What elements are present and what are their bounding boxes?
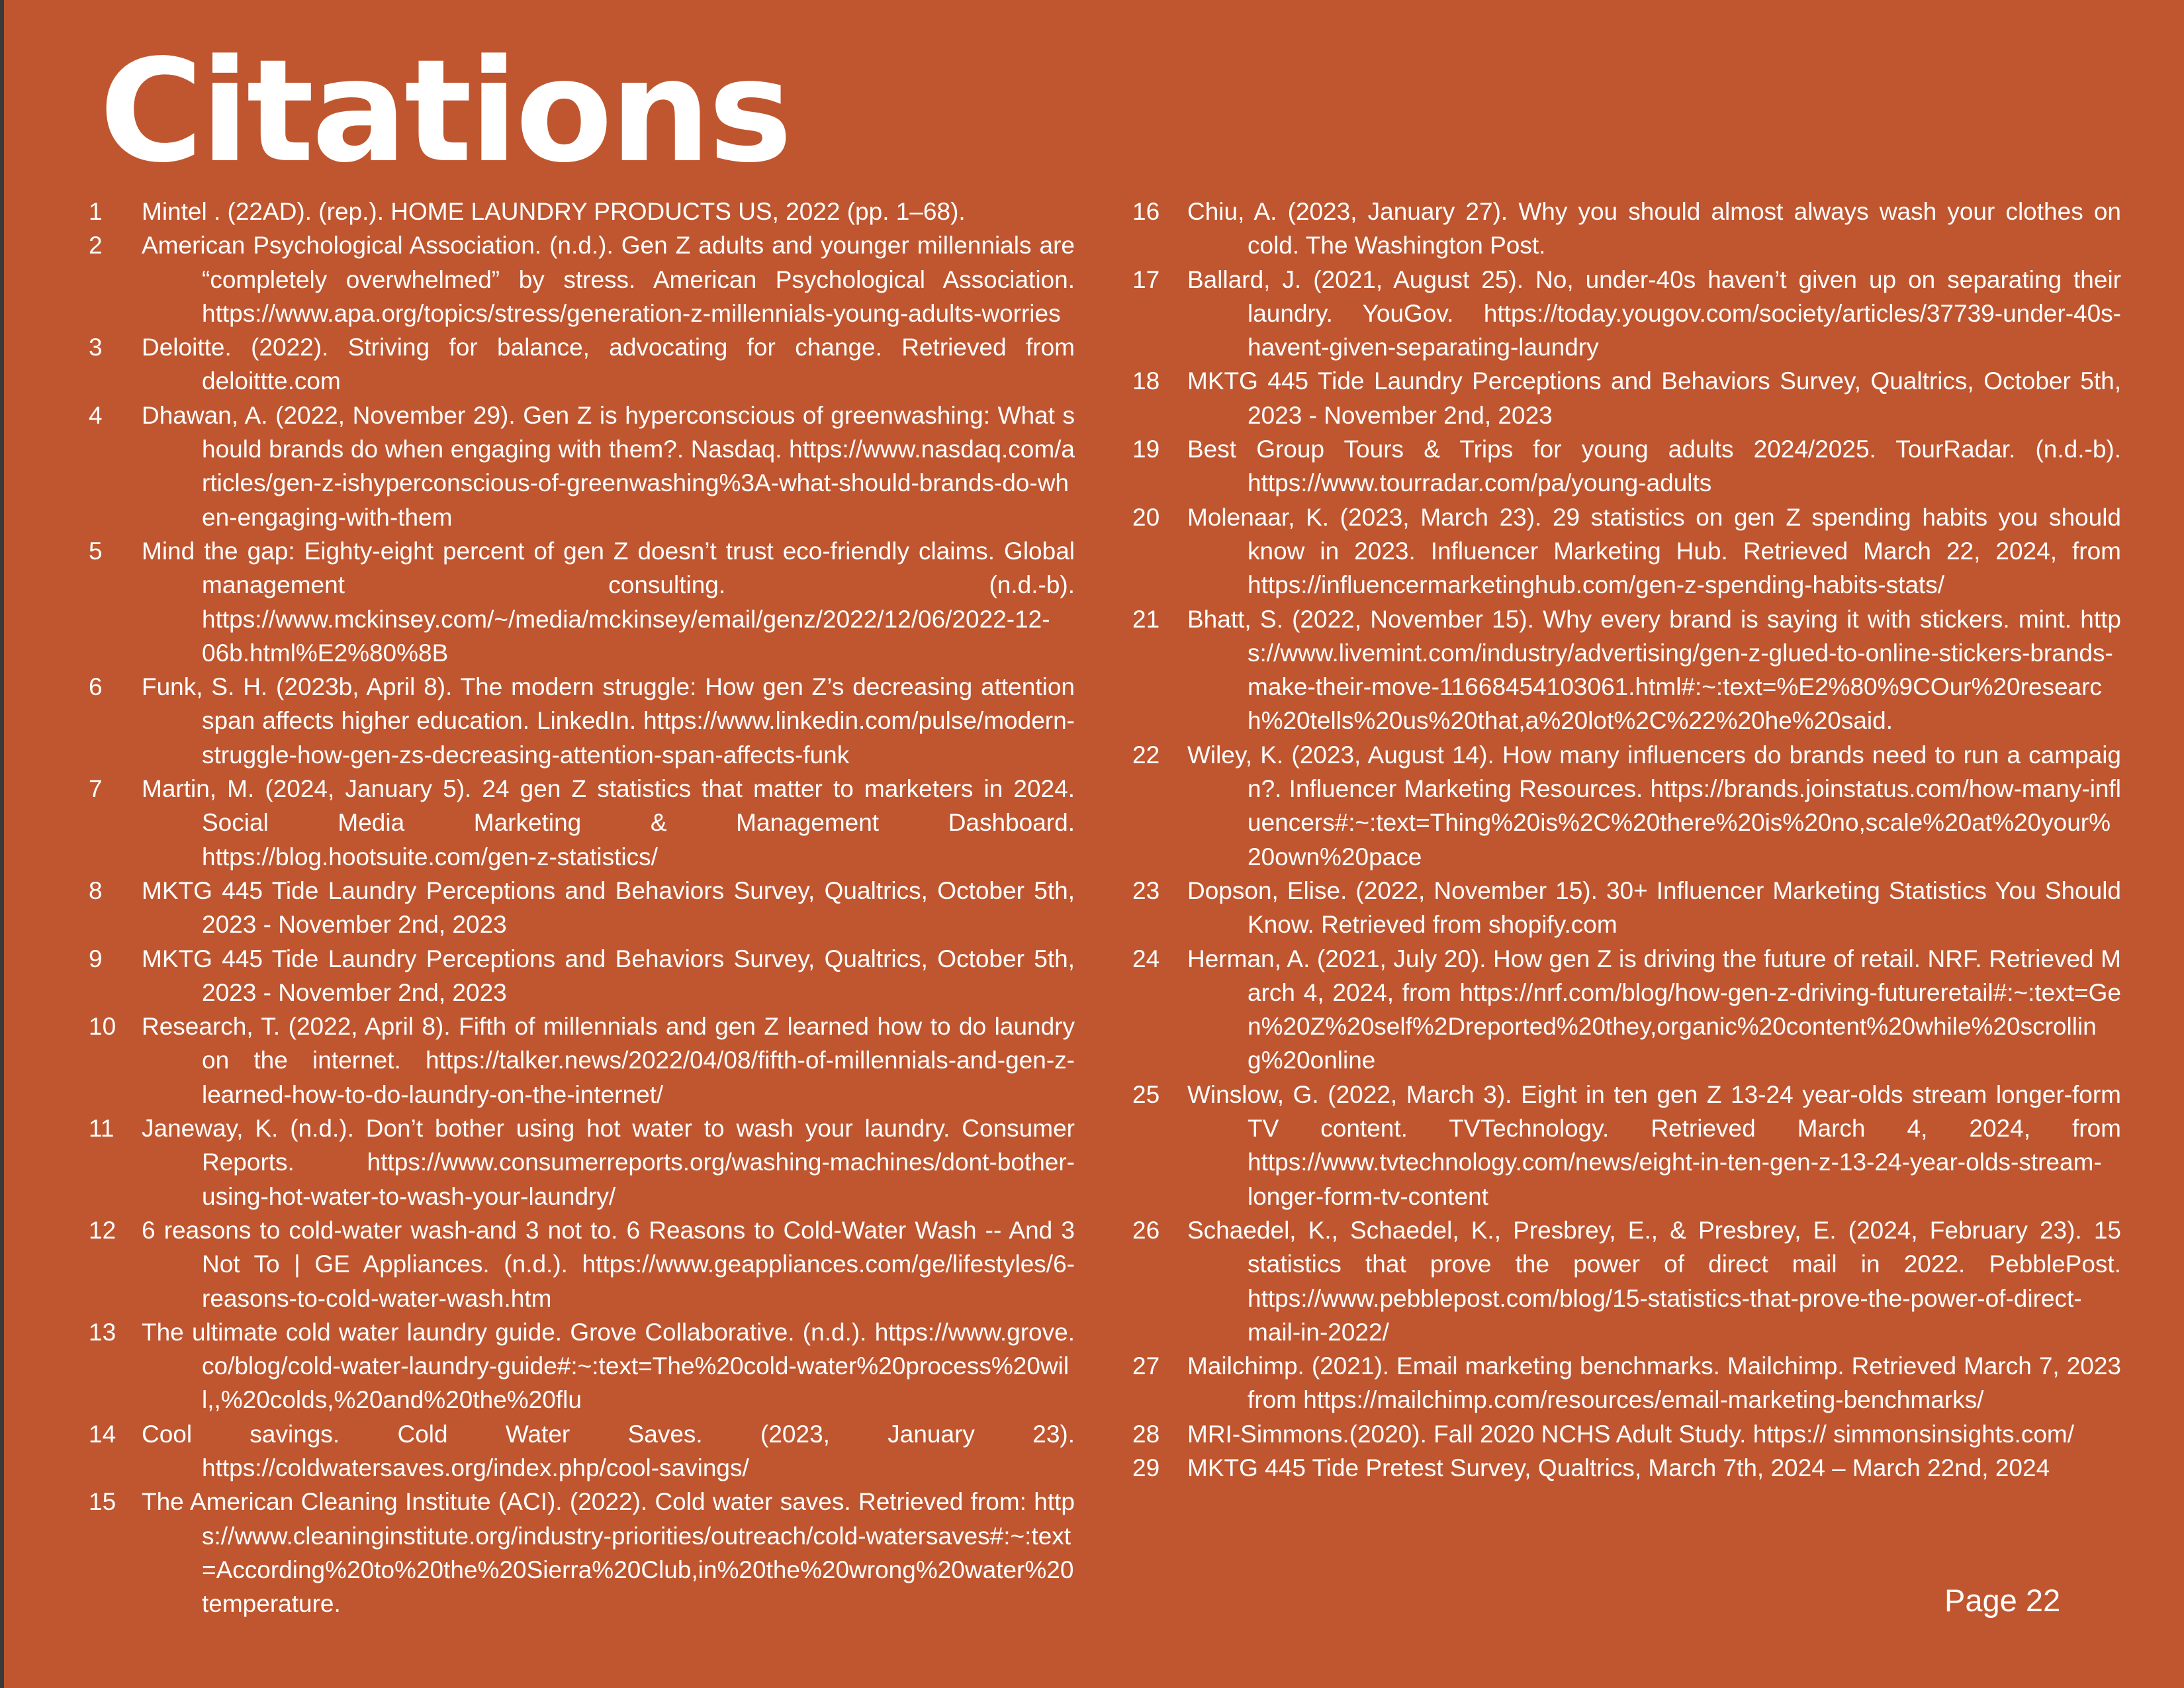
citation-number: 1 — [89, 198, 103, 225]
citation-text: Deloitte. (2022). Striving for balance, advocating for change. Retrieved from deloittte.com — [142, 334, 1075, 395]
citation-number: 6 — [89, 673, 103, 701]
citation-number: 19 — [1132, 436, 1160, 463]
citation-text: American Psychological Association. (n.d.). Gen Z adults and younger millennials are “completely overwhelmed” by stress. American Psychological Association. https://www.apa.org/topics/stress/generation-z-millennials-young-adults-worries — [142, 232, 1075, 327]
citation-number: 3 — [89, 334, 103, 361]
citation-12 — [0, 1213, 1085, 1315]
citation-8 — [0, 874, 1085, 942]
page-title: Citations — [99, 29, 790, 194]
citation-11 — [0, 1111, 1085, 1213]
citation-number: 23 — [1132, 876, 1160, 904]
citation-number: 16 — [1132, 198, 1160, 225]
citation-number: 29 — [1132, 1454, 1160, 1481]
citation-text: Martin, M. (2024, January 5). 24 gen Z statistics that matter to marketers in 2024. Social Media Marketing & Management Dashboard. https://blog.hootsuite.com/gen-z-statistics/ — [142, 775, 1075, 870]
citation-number: 25 — [1132, 1080, 1160, 1108]
citation-number: 8 — [89, 876, 103, 904]
citation-28 — [1125, 1417, 2138, 1451]
citation-16 — [1125, 195, 2138, 263]
citation-number: 21 — [1132, 605, 1160, 633]
citation-15 — [0, 1485, 1085, 1620]
citation-text: Mintel . (22AD). (rep.). HOME LAUNDRY PRODUCTS US, 2022 (pp. 1–68). — [142, 198, 966, 225]
citation-text: Janeway, K. (n.d.). Don’t bother using hot water to wash your laundry. Consumer Reports. https://www.consumerreports.org/washing-machines/dont-bother-using-hot-water-to-wash-your-laundry/ — [142, 1115, 1075, 1210]
citation-number: 13 — [89, 1318, 116, 1346]
citation-3 — [0, 330, 1085, 399]
citation-29 — [1125, 1451, 2138, 1485]
citation-13 — [0, 1315, 1085, 1417]
citation-text: MRI-Simmons.(2020). Fall 2020 NCHS Adult Study. https:// simmonsinsights.com/ — [1187, 1420, 2075, 1448]
citation-number: 27 — [1132, 1352, 1160, 1380]
citation-text: Schaedel, K., Schaedel, K., Presbrey, E., & Presbrey, E. (2024, February 23). 15 statistics that prove the power of direct mail in 2022. PebblePost. https://www.pebblepost.com/blog/15-statistics-that-prove-the-power-of-direct-mail-in-2022/ — [1187, 1216, 2121, 1346]
citation-number: 4 — [89, 401, 103, 429]
citation-text: Dhawan, A. (2022, November 29). Gen Z is hyperconscious of greenwashing: What should brands do when engaging with them?. Nasdaq. https://www.nasdaq.com/articles/gen-z-ishyperconscious-of-greenwashing%3A-what-should-brands-do-when-engaging-with-them — [142, 401, 1075, 531]
citation-text: Ballard, J. (2021, August 25). No, under-40s haven’t given up on separating their laundry. YouGov. https://today.yougov.com/society/articles/37739-under-40s-havent-given-separating-laundry — [1187, 265, 2121, 361]
citation-6 — [0, 670, 1085, 772]
citation-text: Research, T. (2022, April 8). Fifth of millennials and gen Z learned how to do laundry on the internet. https://talker.news/2022/04/08/fifth-of-millennials-and-gen-z-learned-how-to-do-laundry-on-the-internet/ — [142, 1013, 1075, 1108]
citation-text: MKTG 445 Tide Laundry Perceptions and Behaviors Survey, Qualtrics, October 5th, 2023 - November 2nd, 2023 — [142, 876, 1075, 939]
citation-14 — [0, 1417, 1085, 1485]
citation-2 — [0, 228, 1085, 330]
citation-text: Best Group Tours & Trips for young adults 2024/2025. TourRadar. (n.d.-b). https://www.tourradar.com/pa/young-adults — [1187, 436, 2121, 497]
citation-text: Cool savings. Cold Water Saves. (2023, January 23). https://coldwatersaves.org/index.php/cool-savings/ — [142, 1420, 1075, 1481]
citation-20 — [1125, 500, 2138, 602]
citation-text: MKTG 445 Tide Laundry Perceptions and Behaviors Survey, Qualtrics, October 5th, 2023 - November 2nd, 2023 — [142, 945, 1075, 1006]
citation-1 — [0, 195, 1085, 228]
citation-text: Mind the gap: Eighty-eight percent of gen Z doesn’t trust eco-friendly claims. Global management consulting. (n.d.-b). https://www.mckinsey.com/~/media/mckinsey/email/genz/2022/12/06/2022-12-06b.html%E2%80%8B — [142, 537, 1075, 667]
citation-7 — [0, 772, 1085, 874]
citation-text: Wiley, K. (2023, August 14). How many influencers do brands need to run a campaign?. Influencer Marketing Resources. https://brands.joinstatus.com/how-many-influencers#:~:text=Thing%20is%2C%20there%20is%20no,scale%20at%20your%20own%20pace — [1187, 741, 2121, 870]
citation-17 — [1125, 263, 2138, 365]
citation-9 — [0, 942, 1085, 1010]
citation-text: Chiu, A. (2023, January 27). Why you should almost always wash your clothes on cold. The Washington Post. — [1187, 198, 2121, 259]
citations-column-right — [1125, 195, 2138, 1485]
citation-text: Bhatt, S. (2022, November 15). Why every brand is saying it with stickers. mint. https://www.livemint.com/industry/advertising/gen-z-glued-to-online-stickers-brands-make-their-move-11668454103061.html#:~:text=%E2%80%9COur%20research%20tells%20us%20that,a%20lot%2C%22%20he%20said. — [1187, 605, 2121, 735]
citation-number: 20 — [1132, 503, 1160, 531]
citation-number: 15 — [89, 1488, 116, 1516]
citation-number: 7 — [89, 775, 103, 803]
citation-text: MKTG 445 Tide Pretest Survey, Qualtrics, March 7th, 2024 – March 22nd, 2024 — [1187, 1454, 2050, 1481]
citation-22 — [1125, 738, 2138, 874]
citation-text: MKTG 445 Tide Laundry Perceptions and Behaviors Survey, Qualtrics, October 5th, 2023 - November 2nd, 2023 — [1187, 367, 2121, 429]
citation-23 — [1125, 874, 2138, 942]
citation-21 — [1125, 602, 2138, 738]
citation-text: Herman, A. (2021, July 20). How gen Z is driving the future of retail. NRF. Retrieved March 4, 2024, from https://nrf.com/blog/how-gen-z-driving-futureretail#:~:text=Gen%20Z%20self%2Dreported%20they,organic%20content%20while%20scrolling%20online — [1187, 945, 2121, 1074]
citation-number: 9 — [89, 945, 103, 972]
citation-5 — [0, 534, 1085, 670]
citation-text: Mailchimp. (2021). Email marketing benchmarks. Mailchimp. Retrieved March 7, 2023 from https://mailchimp.com/resources/email-marketing-benchmarks/ — [1187, 1352, 2121, 1414]
citations-column-left — [0, 195, 1085, 1620]
citation-4 — [0, 399, 1085, 534]
citation-number: 22 — [1132, 741, 1160, 769]
citation-18 — [1125, 364, 2138, 432]
citation-number: 17 — [1132, 265, 1160, 293]
citation-19 — [1125, 432, 2138, 500]
citation-25 — [1125, 1078, 2138, 1213]
citation-number: 14 — [89, 1420, 116, 1448]
citation-24 — [1125, 942, 2138, 1078]
citation-text: Winslow, G. (2022, March 3). Eight in ten gen Z 13-24 year-olds stream longer-form TV content. TVTechnology. Retrieved March 4, 2024, from https://www.tvtechnology.com/news/eight-in-ten-gen-z-13-24-year-olds-stream-longer-form-tv-content — [1187, 1080, 2121, 1210]
page-number: Page 22 — [1944, 1583, 2061, 1618]
citation-number: 5 — [89, 537, 103, 565]
citation-27 — [1125, 1349, 2138, 1417]
citation-text: 6 reasons to cold-water wash-and 3 not to. 6 Reasons to Cold-Water Wash -- And 3 Not To | GE Appliances. (n.d.). https://www.geappliances.com/ge/lifestyles/6-reasons-to-cold-water-wash.htm — [142, 1216, 1075, 1312]
citation-text: Funk, S. H. (2023b, April 8). The modern struggle: How gen Z’s decreasing attention span affects higher education. LinkedIn. https://www.linkedin.com/pulse/modern-struggle-how-gen-zs-decreasing-attention-span-affects-funk — [142, 673, 1075, 769]
citation-text: Dopson, Elise. (2022, November 15). 30+ Influencer Marketing Statistics You Should Know. Retrieved from shopify.com — [1187, 876, 2121, 939]
citation-number: 2 — [89, 232, 103, 259]
citation-number: 24 — [1132, 945, 1160, 972]
citation-number: 12 — [89, 1216, 116, 1244]
citation-number: 28 — [1132, 1420, 1160, 1448]
citation-text: The ultimate cold water laundry guide. Grove Collaborative. (n.d.). https://www.grove.co/blog/cold-water-laundry-guide#:~:text=The%20cold-water%20process%20will,,%20colds,%20and%20the%20flu — [142, 1318, 1075, 1414]
citation-text: The American Cleaning Institute (ACI). (2022). Cold water saves. Retrieved from: https://www.cleaninginstitute.org/industry-priorities/outreach/cold-watersaves#:~:text=According%20to%20the%20Sierra%20Club,in%20the%20wrong%20water%20temperature. — [142, 1488, 1075, 1618]
citation-number: 18 — [1132, 367, 1160, 395]
citation-number: 10 — [89, 1013, 116, 1041]
citation-text: Molenaar, K. (2023, March 23). 29 statistics on gen Z spending habits you should know in 2023. Influencer Marketing Hub. Retrieved March 22, 2024, from https://influencermarketinghub.com/gen-z-spending-habits-stats/ — [1187, 503, 2121, 599]
citation-number: 26 — [1132, 1216, 1160, 1244]
citation-10 — [0, 1009, 1085, 1111]
citation-number: 11 — [89, 1115, 114, 1143]
citation-26 — [1125, 1213, 2138, 1349]
